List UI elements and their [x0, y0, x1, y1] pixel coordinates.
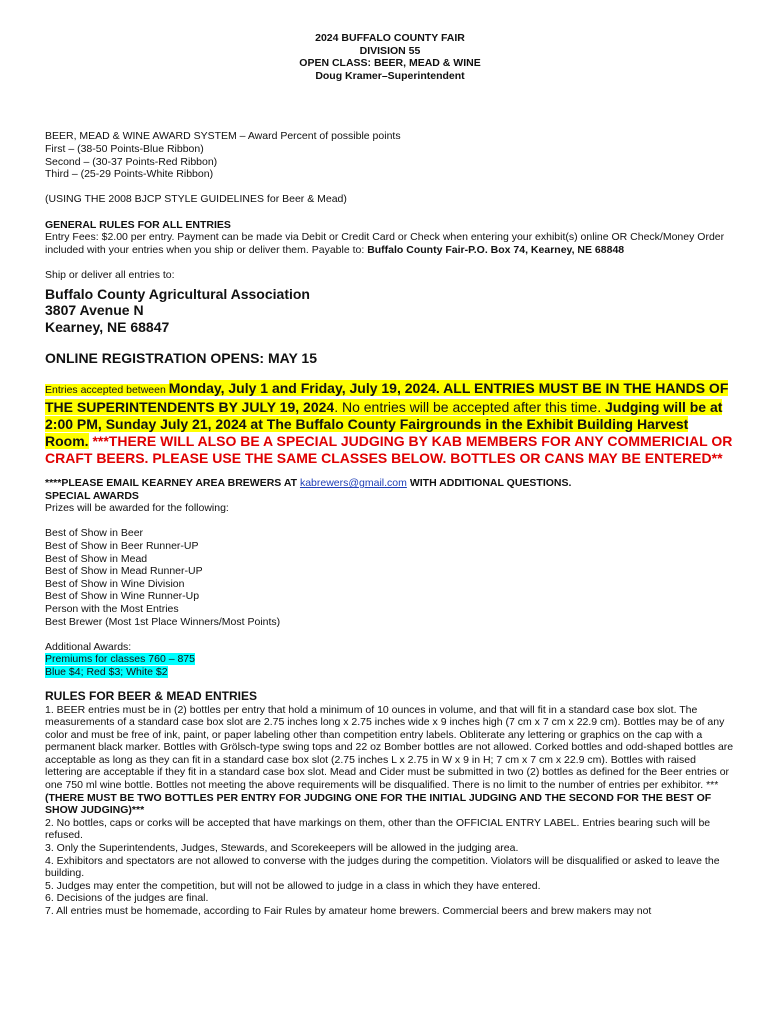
rule-3: 3. Only the Superintendents, Judges, Stewards, and Scorekeepers will be allowed in the judging area. [45, 842, 519, 855]
rule-4: 4. Exhibitors and spectators are not allowed to converse with the judges during the competition. Violators will be disqualified or asked to leave the building. [45, 854, 720, 880]
header-line-3: OPEN CLASS: BEER, MEAD & WINE [299, 57, 481, 70]
rule-1-text: 1. BEER entries must be in (2) bottles per entry that hold a minimum of 10 ounces in volume, and that will fit in a standard case box slot. The measurements of a standard case box slot are 2.75 inches long x 2.75 inches wide x 9 inches high (7 cm x 7 cm x 22.9 cm). Bottles may be of any color and must be free of ink, paint, or paper labeling other than competition entry labels. Obliterate any lettering or graphics on the cap with a permanent black marker. Bottles with Grölsch-type swing tops and 22 oz Bomber bottles are not allowed. Corked bottles and odd-shaped bottles are acceptable as long as they can fit in a standard case box slot (2.75 inches L x 2.75 in W x 9 in H; 7 cm x 7 cm x 22.9 cm). Bottles with raised lettering are acceptable if they fit in a standard case box slot. Mead and Cider must be submitted in two (2) bottles as defined for the Beer entries or one 750 ml wine bottle. Bottles not meeting the above requirements will be disqualified. There is no limit to the number of entries per exhibitor. *** [45, 703, 734, 792]
shipping-org: Buffalo County Agricultural Association [45, 285, 310, 302]
premiums-classes: Premiums for classes 760 – 875 [45, 653, 195, 666]
header-line-2: DIVISION 55 [359, 44, 421, 57]
document-page [45, 32, 735, 918]
entries-dot: . [435, 380, 444, 396]
award-second: Second – (30-37 Points-Red Ribbon) [45, 155, 218, 168]
additional-awards-section [45, 641, 735, 679]
email-line [45, 477, 735, 490]
rule-1-bold: (THERE MUST BE TWO BOTTLES PER ENTRY FOR JUDGING ONE FOR THE INITIAL JUDGING AND THE SECOND FOR THE BEST OF SHOW JUDGING)*** [45, 791, 712, 817]
premium-prices: Blue $4; Red $3; White $2 [45, 665, 168, 678]
award-item: Best of Show in Wine Division [45, 577, 185, 590]
special-awards-intro: Prizes will be awarded for the following: [45, 502, 229, 515]
shipping-label: Ship or deliver all entries to: [45, 268, 175, 281]
entry-fees-body: Entry Fees: $2.00 per entry. Payment can be made via Debit or Credit Card or Check when entering your exhibit(s) online OR Check/Money Order included with your entries when you ship or deliver them. Payable to: [45, 231, 725, 256]
rule-7: 7. All entries must be homemade, according to Fair Rules by amateur home brewers. Commercial beers and brew makers may not [45, 905, 652, 917]
entries-after: . No entries will be accepted after this time. [334, 399, 605, 415]
award-item: Best Brewer (Most 1st Place Winners/Most Points) [45, 615, 281, 628]
registration-title: ONLINE REGISTRATION OPENS: MAY 15 [45, 350, 318, 366]
payable-address: Buffalo County Fair-P.O. Box 74, Kearney, NE 68848 [367, 243, 625, 256]
award-item: Best of Show in Beer Runner-UP [45, 539, 199, 552]
entries-small-text: Entries accepted between [45, 384, 169, 396]
rule-6: 6. Decisions of the judges are final. [45, 892, 209, 905]
header-line-1: 2024 BUFFALO COUNTY FAIR [315, 32, 465, 44]
shipping-street: 3807 Avenue N [45, 302, 144, 318]
award-item: Best of Show in Mead Runner-UP [45, 565, 203, 578]
special-awards-section [45, 490, 735, 629]
award-first: First – (38-50 Points-Blue Ribbon) [45, 142, 204, 155]
rule-1 [45, 704, 735, 817]
judging-info: Judging will be at 2:00 PM, Sunday July 21, 2024 at The Buffalo County Fairgrounds in the Exhibit Building Harvest Room. [45, 399, 723, 449]
award-item: Best of Show in Beer [45, 527, 144, 540]
award-item: Person with the Most Entries [45, 602, 179, 615]
entries-paragraph [45, 380, 735, 467]
shipping-section [45, 269, 735, 335]
email-before: ****PLEASE EMAIL KEARNEY AREA BREWERS AT [45, 477, 300, 489]
award-system-title: BEER, MEAD & WINE AWARD SYSTEM – Award Percent of possible points [45, 130, 401, 143]
rule-5: 5. Judges may enter the competition, but will not be allowed to judge in a class in which they have entered. [45, 879, 541, 892]
entry-fees-text [45, 231, 735, 256]
rule-2: 2. No bottles, caps or corks will be accepted that have markings on them, other than the OFFICIAL ENTRY LABEL. Entries bearing such will be refused. [45, 816, 711, 842]
rules-section [45, 689, 735, 918]
guidelines-note: (USING THE 2008 BJCP STYLE GUIDELINES for Beer & Mead) [45, 193, 347, 206]
general-rules-section [45, 219, 735, 257]
entries-deadline: ALL ENTRIES MUST BE IN THE HANDS OF THE SUPERINTENDENTS BY JULY 19, 2024 [45, 380, 729, 415]
shipping-city: Kearney, NE 68847 [45, 318, 170, 335]
entry-dates: Monday, July 1 and Friday, July 19, 2024 [168, 380, 436, 396]
special-judging-note: ***THERE WILL ALSO BE A SPECIAL JUDGING BY KAB MEMBERS FOR ANY COMMERICIAL OR CRAFT BEERS. PLEASE USE THE SAME CLASSES BELOW. BOTTLES OR CANS MAY BE ENTERED** [45, 433, 733, 466]
award-item: Best of Show in Wine Runner-Up [45, 590, 200, 603]
rules-title: RULES FOR BEER & MEAD ENTRIES [45, 688, 258, 703]
award-item: Best of Show in Mead [45, 552, 148, 565]
header-line-4: Doug Kramer–Superintendent [315, 69, 465, 82]
additional-awards-label: Additional Awards: [45, 640, 132, 653]
award-system-section [45, 130, 735, 206]
email-link[interactable]: kabrewers@gmail.com [299, 477, 407, 489]
award-third: Third – (25-29 Points-White Ribbon) [45, 168, 214, 181]
document-header [45, 32, 735, 82]
email-after: WITH ADDITIONAL QUESTIONS. [406, 477, 572, 489]
special-awards-title: SPECIAL AWARDS [45, 489, 139, 502]
general-rules-title: GENERAL RULES FOR ALL ENTRIES [45, 218, 231, 231]
